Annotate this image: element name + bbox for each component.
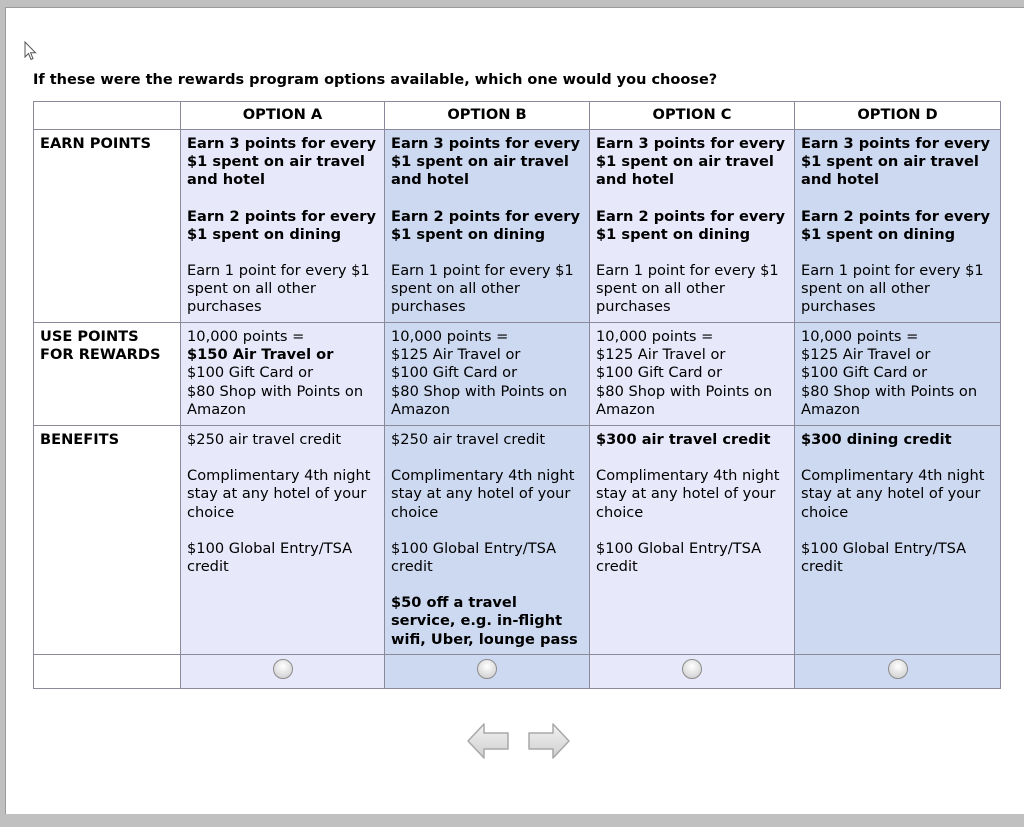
cell-text: $125 Air Travel or: [596, 346, 726, 364]
choice-cell-option-c: [590, 655, 795, 689]
cell-text: $100 Global Entry/TSA credit: [801, 539, 967, 576]
header-option-a: OPTION A: [181, 102, 385, 130]
cell-text: $50 off a travel service, e.g. in-flight wifi, Uber, lounge pass: [391, 594, 578, 648]
cell-text: Earn 1 point for every $1 spent on all other purchases: [801, 262, 984, 316]
cell-text: Earn 2 points for every $1 spent on dining: [391, 207, 580, 243]
use-points-option-b-cell: [385, 323, 590, 426]
choice-label-empty: [34, 655, 181, 689]
row-label-line: FOR REWARDS: [40, 346, 161, 364]
earn-points-row: [34, 130, 1001, 323]
earn-points-option-b-cell: [385, 130, 590, 323]
cell-text: $250 air travel credit: [391, 431, 546, 448]
benefits-label: [34, 426, 181, 655]
cell-text: $100 Global Entry/TSA credit: [391, 539, 557, 576]
cell-text: Earn 1 point for every $1 spent on all other purchases: [596, 262, 779, 316]
cell-text: $250 air travel credit: [187, 431, 342, 448]
cell-text: Complimentary 4th night stay at any hotel of your choice: [801, 467, 985, 521]
cell-text: 10,000 points =: [187, 328, 305, 345]
cell-text: Earn 2 points for every $1 spent on dining: [801, 207, 990, 243]
radio-option-a[interactable]: [273, 659, 293, 679]
use-points-row: [34, 323, 1001, 426]
cell-text: Earn 3 points for every $1 spent on air travel and hotel: [801, 135, 990, 189]
cell-text: Complimentary 4th night stay at any hotel of your choice: [596, 467, 780, 521]
use-points-option-c-cell: [590, 323, 795, 426]
cell-text: 10,000 points =: [801, 328, 919, 345]
back-arrow-button[interactable]: [466, 722, 510, 760]
row-label-line: BENEFITS: [40, 431, 120, 448]
cell-text: $125 Air Travel or: [391, 346, 521, 364]
cell-text: $80 Shop with Points on Amazon: [801, 382, 978, 418]
earn-points-option-a-cell: [181, 130, 385, 323]
mouse-cursor-icon: [24, 41, 38, 61]
cell-text: $100 Global Entry/TSA credit: [596, 539, 762, 576]
cell-text: Earn 2 points for every $1 spent on dining: [187, 207, 376, 243]
radio-option-c[interactable]: [682, 659, 702, 679]
next-arrow-button[interactable]: [527, 722, 571, 760]
cell-text: $100 Gift Card or: [596, 364, 723, 382]
cell-text: $80 Shop with Points on Amazon: [596, 382, 773, 418]
header-row: [34, 102, 1001, 130]
earn-points-label: [34, 130, 181, 323]
benefits-row: [34, 426, 1001, 655]
cell-text: Earn 1 point for every $1 spent on all other purchases: [391, 262, 574, 316]
use-points-option-d-cell: [795, 323, 1001, 426]
cell-text: Earn 3 points for every $1 spent on air travel and hotel: [596, 135, 785, 189]
cell-text: $80 Shop with Points on Amazon: [187, 382, 364, 418]
cell-text: Earn 3 points for every $1 spent on air travel and hotel: [187, 135, 376, 189]
cell-text: Complimentary 4th night stay at any hotel of your choice: [187, 467, 371, 521]
choice-cell-option-a: [181, 655, 385, 689]
header-option-b: OPTION B: [385, 102, 590, 130]
header-option-d: OPTION D: [795, 102, 1001, 130]
cell-text: Earn 3 points for every $1 spent on air travel and hotel: [391, 135, 580, 189]
question-text: If these were the rewards program options available, which one would you choose?: [33, 72, 718, 88]
benefits-option-b-cell: [385, 426, 590, 655]
cell-text: $100 Gift Card or: [187, 364, 314, 382]
options-table: [33, 101, 1001, 689]
cell-text: $100 Gift Card or: [391, 364, 518, 382]
cell-text: 10,000 points =: [391, 328, 509, 345]
benefits-option-c-cell: [590, 426, 795, 655]
cell-text: $300 dining credit: [801, 431, 952, 448]
cell-text: $125 Air Travel or: [801, 346, 931, 364]
row-label-line: USE POINTS: [40, 328, 139, 345]
use-points-label: [34, 323, 181, 426]
cell-text: $300 air travel credit: [596, 431, 771, 448]
cell-text: $100 Gift Card or: [801, 364, 928, 382]
cell-text: Earn 2 points for every $1 spent on dining: [596, 207, 785, 243]
cell-text: $100 Global Entry/TSA credit: [187, 539, 353, 576]
benefits-option-d-cell: [795, 426, 1001, 655]
earn-points-option-c-cell: [590, 130, 795, 323]
benefits-option-a-cell: [181, 426, 385, 655]
radio-option-d[interactable]: [888, 659, 908, 679]
cell-text: 10,000 points =: [596, 328, 714, 345]
choice-cell-option-d: [795, 655, 1001, 689]
choice-row: [34, 655, 1001, 689]
cell-text: Earn 1 point for every $1 spent on all other purchases: [187, 262, 370, 316]
header-empty: [34, 102, 181, 130]
cell-text: $80 Shop with Points on Amazon: [391, 382, 568, 418]
radio-option-b[interactable]: [477, 659, 497, 679]
earn-points-option-d-cell: [795, 130, 1001, 323]
use-points-option-a-cell: [181, 323, 385, 426]
cell-text: $150 Air Travel or: [187, 346, 334, 364]
choice-cell-option-b: [385, 655, 590, 689]
cell-text: Complimentary 4th night stay at any hotel of your choice: [391, 467, 575, 521]
row-label-line: EARN POINTS: [40, 135, 152, 152]
header-option-c: OPTION C: [590, 102, 795, 130]
